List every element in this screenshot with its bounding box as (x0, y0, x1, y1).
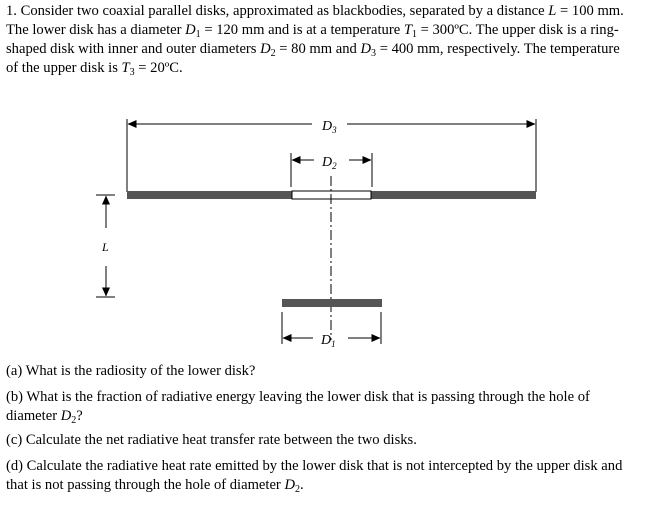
question-a: (a) What is the radiosity of the lower disk? (6, 363, 256, 379)
symbol-T3: T (121, 60, 130, 76)
symbol-D2: D (260, 41, 271, 57)
label-d1: $D_1$ (321, 333, 336, 349)
symbol-L: L (548, 3, 557, 19)
symbol-T1: T (403, 22, 412, 38)
symbol-D3: D (360, 41, 372, 57)
problem-number: 1. (6, 3, 17, 19)
label-d2: $D_2$ (322, 155, 337, 171)
upper-ring-disk-right (371, 191, 536, 199)
problem-statement: 1. Consider two coaxial parallel disks, approximated as blackbodies, separated by a distance L = 100 mm. The lower disk has a diameter $D_1 = 120$ mm and is at a temperature $T_1$ = 300ºC. The upper disk is a ring-shaped disk with inner and outer diameters $D_2 = 80$ mm and $D_3 = 400$ mm, respectively. The temperature of the upper disk is $T_3$ = 20ºC. (6, 3, 624, 78)
question-b: (b) What is the fraction of radiative energy leaving the lower disk that is passing through the hole of diameter $D_2$? (6, 389, 590, 426)
label-l: L (102, 240, 109, 254)
label-d3: $D_3$ (322, 119, 337, 135)
question-d: (d) Calculate the radiative heat rate emitted by the lower disk that is not intercepted by the upper disk and that is not passing through the hole of diameter $D_2$. (6, 458, 623, 495)
question-c: (c) Calculate the net radiative heat transfer rate between the two disks. (6, 432, 417, 448)
lower-disk (282, 299, 382, 307)
symbol-D1: D (185, 22, 196, 38)
upper-ring-disk-left (127, 191, 292, 199)
